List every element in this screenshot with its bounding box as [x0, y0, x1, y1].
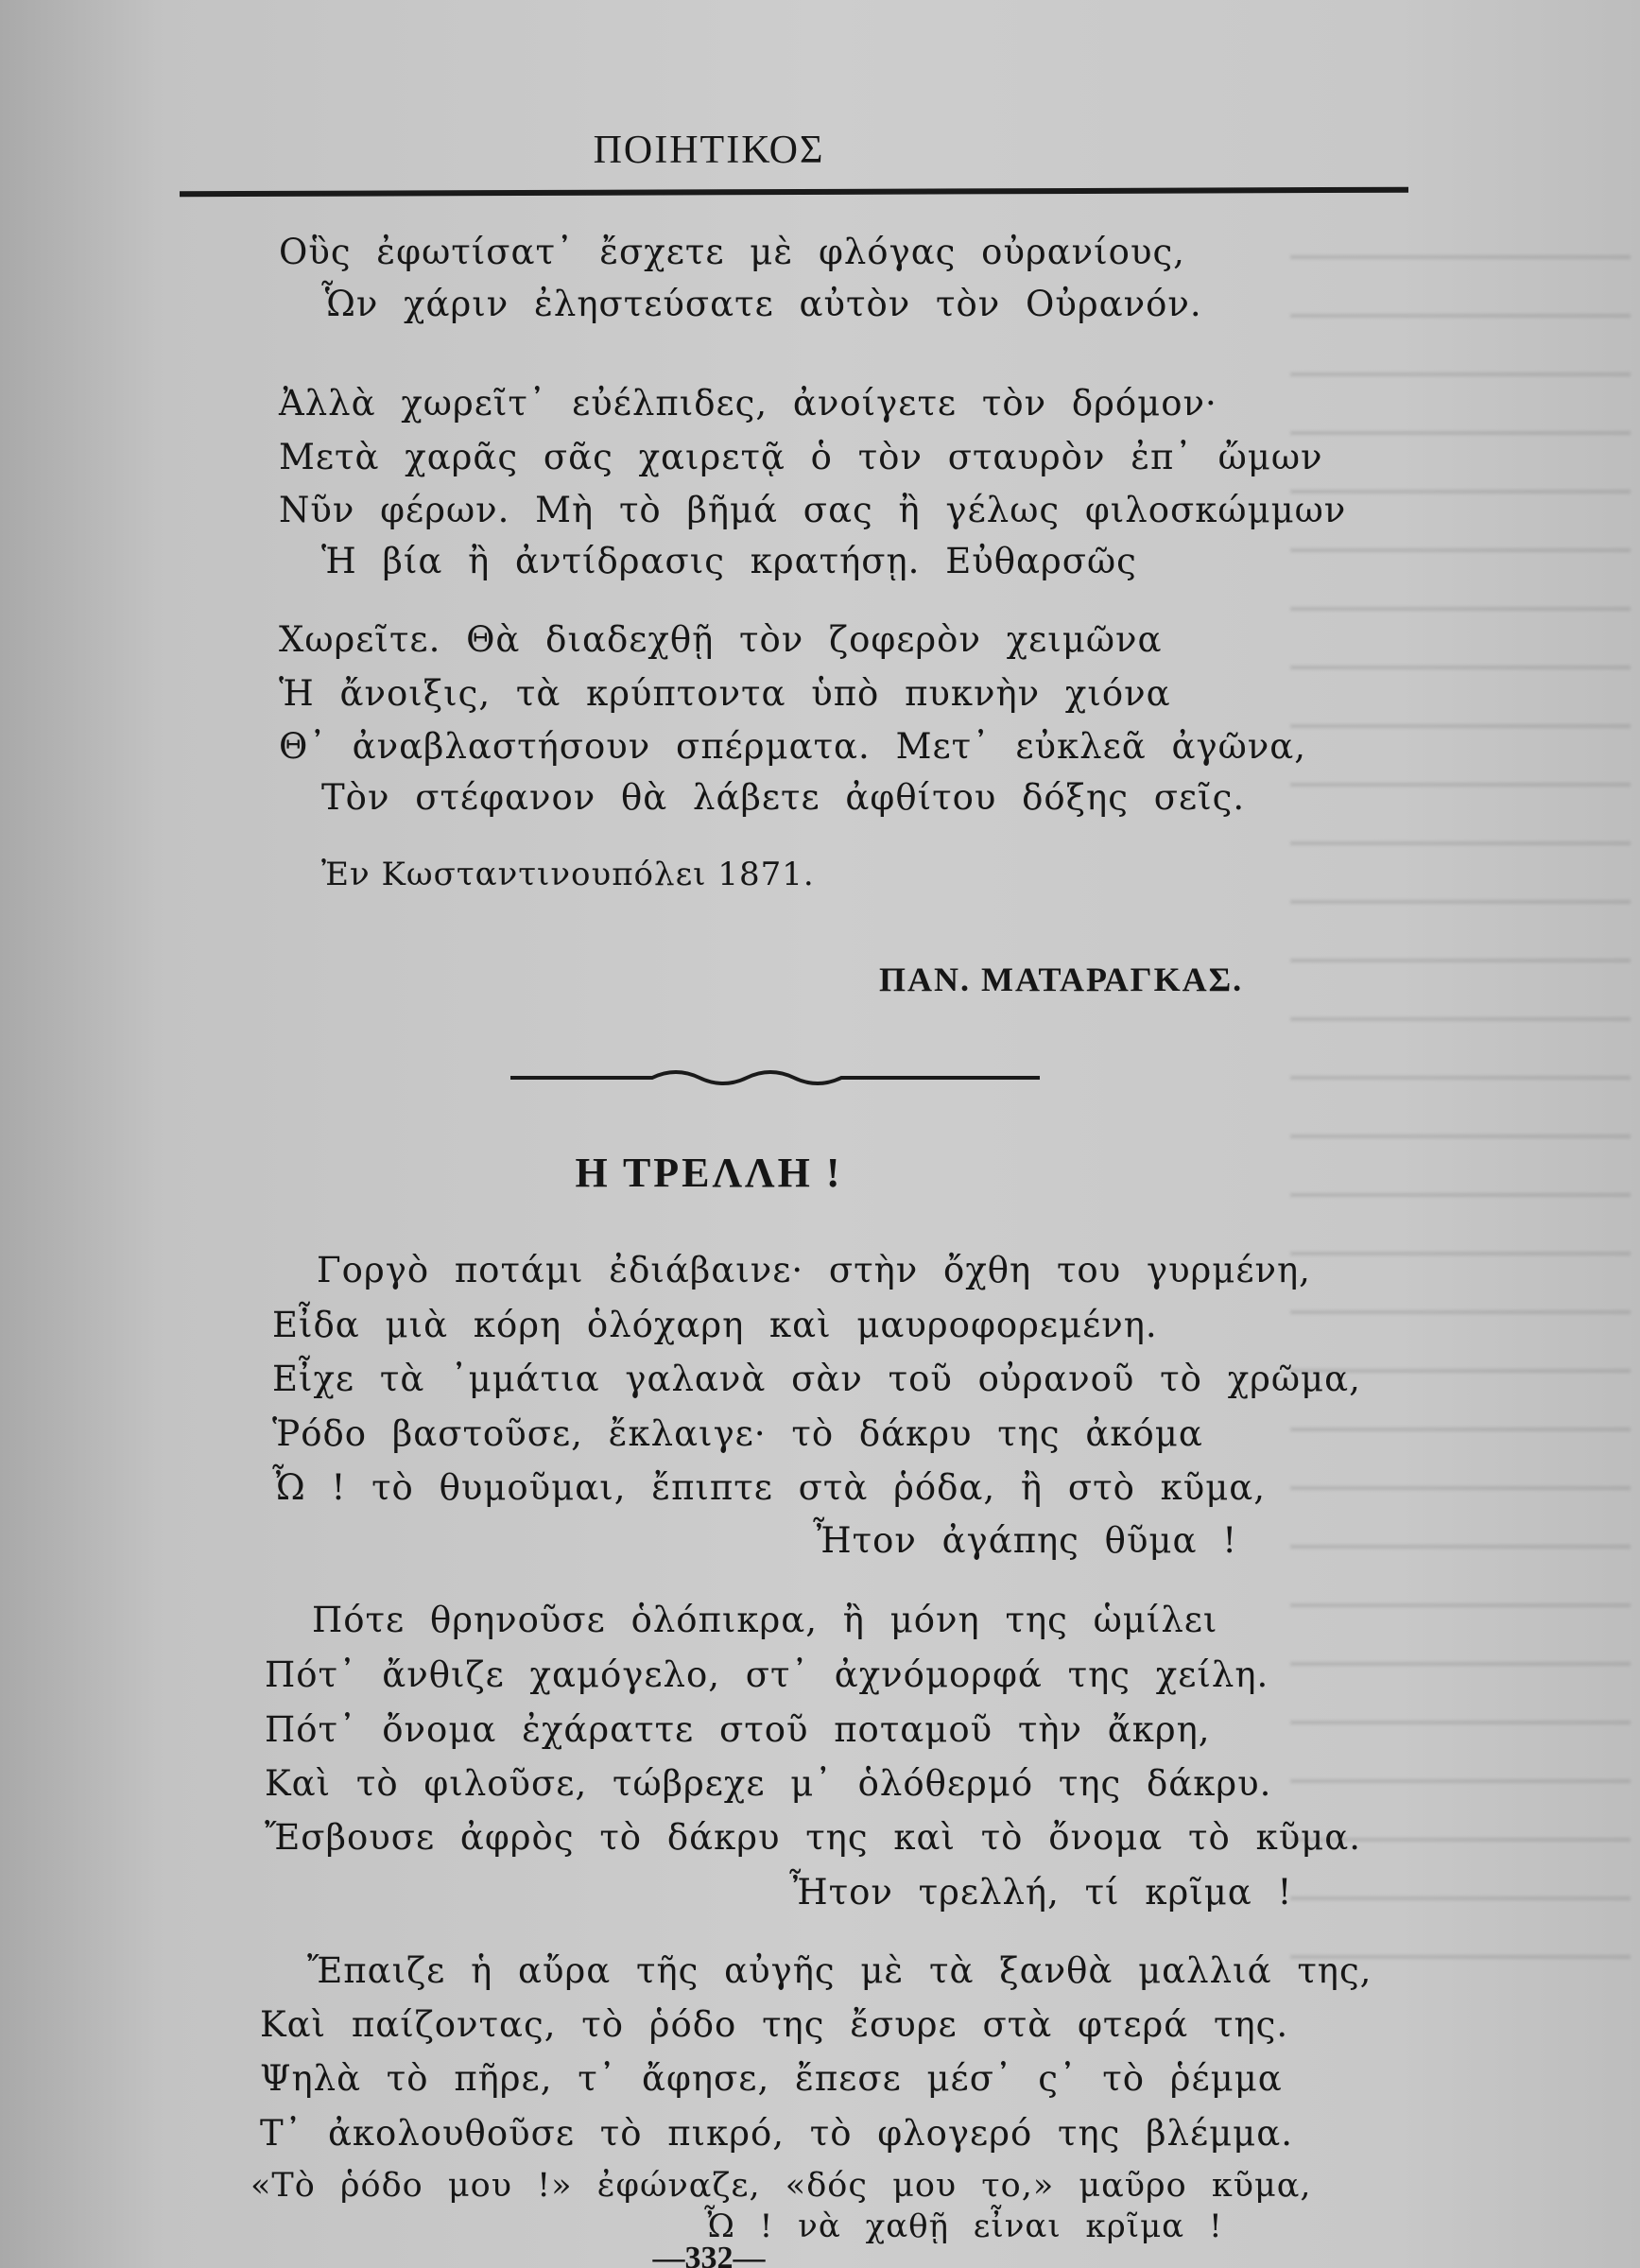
poem-line: Χωρεῖτε. Θὰ διαδεχθῇ τὸν ζοφερὸν χειμῶνα	[279, 619, 1163, 660]
poem-line: Ἀλλὰ χωρεῖτ᾽ εὐέλπιδες, ἀνοίγετε τὸν δρόμον·	[279, 383, 1217, 424]
poem-line: Πότ᾽ ἄνθιζε χαμόγελο, στ᾽ ἀχνόμορφά της χείλη.	[265, 1654, 1269, 1695]
poem-line: Ἦτον τρελλή, τί κρῖμα !	[789, 1872, 1293, 1913]
poem-line: Ἡ ἄνοιξις, τὰ κρύπτοντα ὑπὸ πυκνὴν χιόνα	[279, 673, 1171, 714]
poem-line: Πότε θρηνοῦσε ὁλόπικρα, ἢ μόνη της ὡμίλει	[312, 1600, 1218, 1640]
wavy-divider	[510, 1059, 1040, 1097]
poem-line: «Τὸ ῥόδο μου !» ἐφώναζε, «δός μου το,» μαῦρο κῦμα,	[250, 2167, 1312, 2205]
title-rule	[180, 187, 1408, 198]
poem-line: Οὓς ἐφωτίσατ᾽ ἔσχετε μὲ φλόγας οὐρανίους,	[279, 232, 1185, 272]
poem-title: Η ΤΡΕΛΛΗ !	[575, 1150, 843, 1196]
page-title: ΠΟΙΗΤΙΚΟΣ	[593, 129, 825, 172]
poem-line: Ἦτον ἀγάπης θῦμα !	[813, 1520, 1238, 1561]
poem-line: Εἶδα μιὰ κόρη ὁλόχαρη καὶ μαυροφορεμένη.	[272, 1305, 1158, 1345]
poem-line: Πότ᾽ ὄνομα ἐχάραττε στοῦ ποταμοῦ τὴν ἄκρη,	[265, 1709, 1211, 1750]
place-date: Ἐν Κωσταντινουπόλει 1871.	[321, 856, 815, 893]
poem-line: Ἡ βία ἢ ἀντίδρασις κρατήσῃ. Εὐθαρσῶς	[321, 541, 1137, 581]
poem-line: Ἔσβουσε ἀφρὸς τὸ δάκρυ της καὶ τὸ ὄνομα τὸ κῦμα.	[265, 1817, 1361, 1858]
poem-line: Εἶχε τὰ ᾽μμάτια γαλανὰ σὰν τοῦ οὐρανοῦ τὸ χρῶμα,	[272, 1359, 1361, 1399]
poem-line: Τ᾽ ἀκολουθοῦσε τὸ πικρό, τὸ φλογερό της βλέμμα.	[260, 2113, 1293, 2154]
poem-line: Νῦν φέρων. Μὴ τὸ βῆμά σας ἢ γέλως φιλοσκώμμων	[279, 490, 1347, 530]
poem-line: Καὶ παίζοντας, τὸ ῥόδο της ἔσυρε στὰ φτερά της.	[260, 2004, 1289, 2045]
page-number: —332—	[652, 2241, 766, 2268]
poem-line: Ῥόδο βαστοῦσε, ἔκλαιγε· τὸ δάκρυ της ἀκόμα	[272, 1413, 1203, 1454]
poem-line: Καὶ τὸ φιλοῦσε, τώβρεχε μ᾽ ὁλόθερμό της δάκρυ.	[265, 1763, 1272, 1804]
bleed-through-text	[1290, 217, 1631, 2014]
poem-line: Ὦ ! τὸ θυμοῦμαι, ἔπιπτε στὰ ῥόδα, ἢ στὸ κῦμα,	[272, 1467, 1267, 1508]
poem-line: Ψηλὰ τὸ πῆρε, τ᾽ ἄφησε, ἔπεσε μέσ᾽ ς᾽ τὸ ῥέμμα	[260, 2058, 1283, 2099]
poem-line: Τὸν στέφανον θὰ λάβετε ἀφθίτου δόξης σεῖς.	[321, 777, 1246, 818]
poem-line: Ὦ ! νὰ χαθῇ εἶναι κρῖμα !	[704, 2207, 1223, 2245]
poem-line: Θ᾽ ἀναβλαστήσουν σπέρματα. Μετ᾽ εὐκλεᾶ ἀγῶνα,	[279, 726, 1307, 767]
poem-line: Ἔπαιζε ἡ αὔρα τῆς αὐγῆς μὲ τὰ ξανθὰ μαλλιά της,	[307, 1950, 1372, 1991]
author-signature: ΠΑΝ. ΜΑΤΑΡΑΓΚΑΣ.	[879, 961, 1244, 998]
poem-line: Ὧν χάριν ἐληστεύσατε αὐτὸν τὸν Οὐρανόν.	[321, 284, 1202, 324]
poem-line: Μετὰ χαρᾶς σᾶς χαιρετᾷ ὁ τὸν σταυρὸν ἐπ᾽ ὤμων	[279, 437, 1323, 477]
poem-line: Γοργὸ ποτάμι ἐδιάβαινε· στὴν ὄχθη του γυρμένη,	[317, 1250, 1311, 1290]
